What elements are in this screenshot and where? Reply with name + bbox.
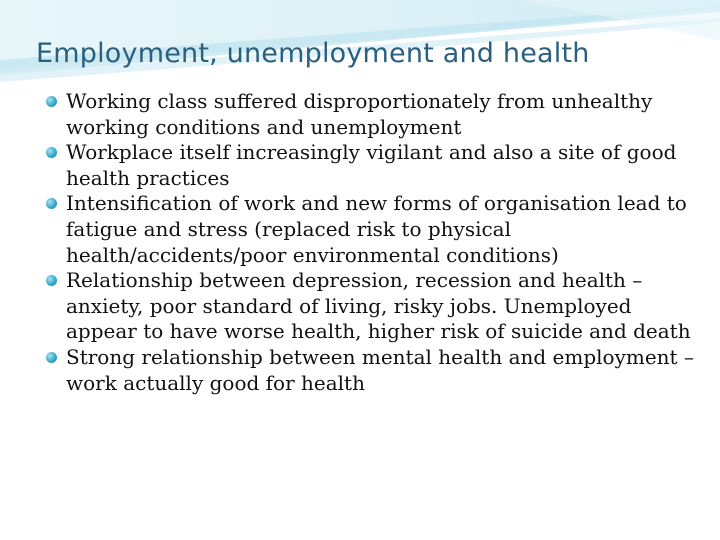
bullet-icon [46,275,57,286]
bullet-item [44,345,704,396]
bullet-text: Relationship between depression, recession and health – anxiety, poor standard of living, risky jobs. Unemployed appear to have worse health, higher risk of suicide and death [66,268,691,344]
bullet-list [44,89,704,396]
bullet-item [44,89,704,140]
bullet-icon [46,147,57,158]
bullet-item [44,191,704,268]
slide-title: Employment, unemployment and health [36,38,590,69]
bullet-icon [46,198,57,209]
bullet-icon [46,96,57,107]
bullet-item [44,268,704,345]
bullet-text: Workplace itself increasingly vigilant and also a site of good health practices [66,140,677,190]
bullet-text: Working class suffered disproportionately from unhealthy working conditions and unemployment [66,89,653,139]
bullet-icon [46,352,57,363]
bullet-text: Strong relationship between mental health and employment – work actually good for health [66,344,694,395]
bullet-item [44,140,704,191]
bullet-text: Intensification of work and new forms of organisation lead to fatigue and stress (replaced risk to physical health/accidents/poor environmental conditions) [66,191,687,267]
